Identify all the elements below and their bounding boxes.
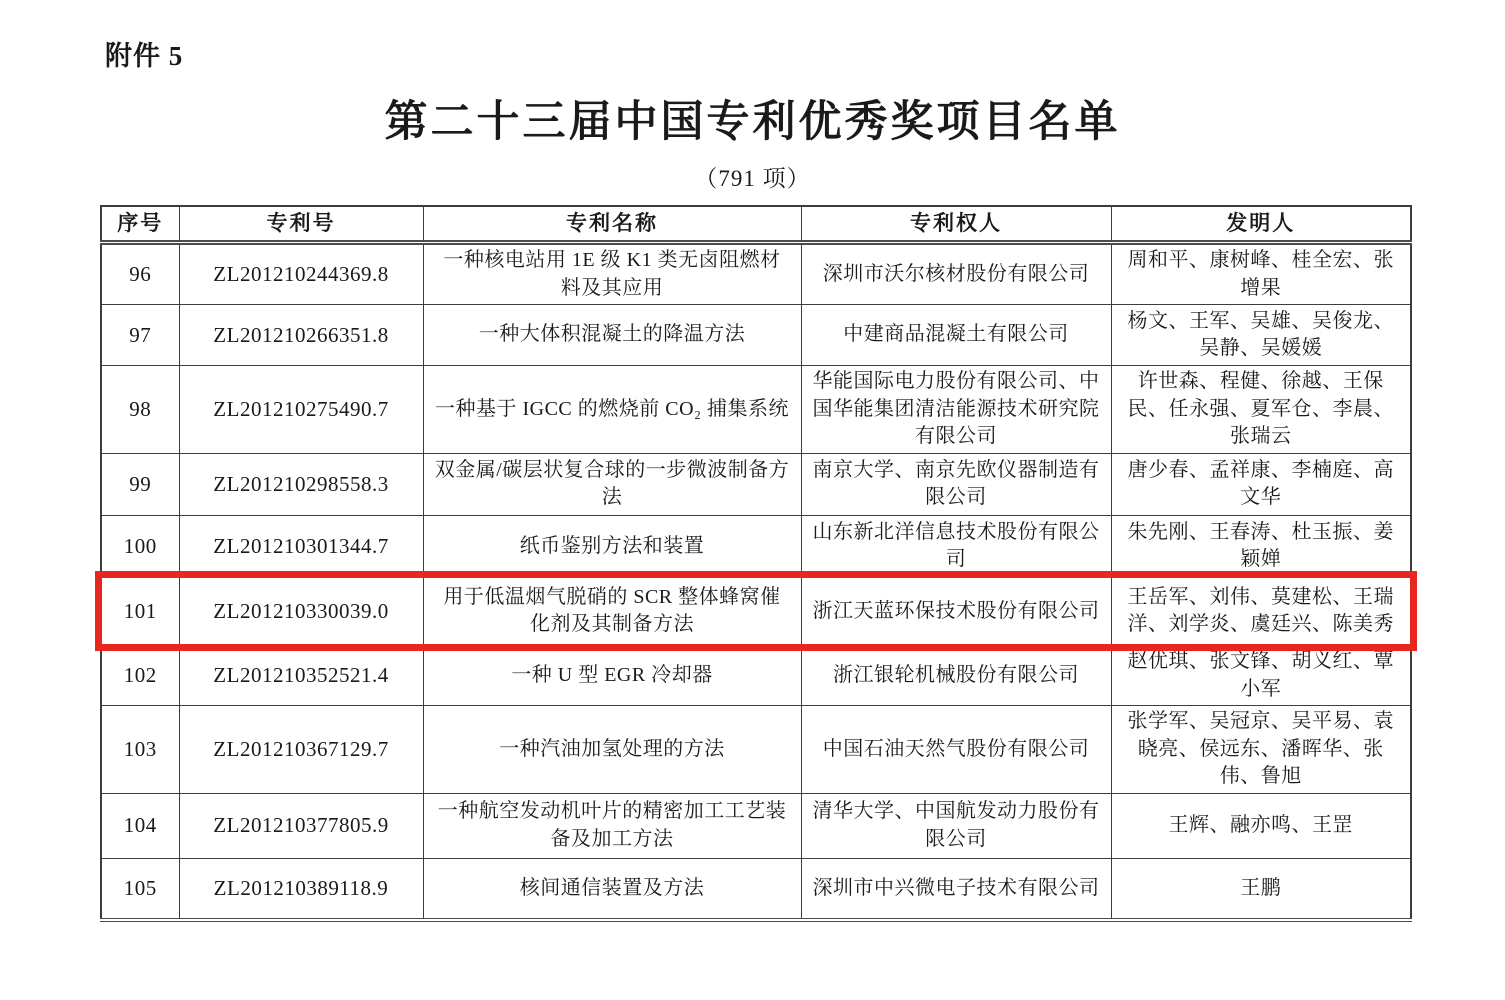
page-subtitle: （791 项） [694,166,811,191]
cell-patent-number: ZL201210389118.9 [179,858,423,920]
cell-serial: 99 [101,453,179,515]
cell-inventors: 赵优琪、张文锋、胡义红、覃小军 [1111,645,1411,705]
cell-patent-number: ZL201210301344.7 [179,515,423,577]
header-patent-number: 专利号 [179,206,423,242]
cell-inventors: 周和平、康树峰、桂全宏、张增果 [1111,242,1411,304]
attachment-label: 附件 5 [105,41,184,71]
cell-patent-name: 双金属/碳层状复合球的一步微波制备方法 [423,453,801,515]
cell-inventors: 王岳军、刘伟、莫建松、王瑞洋、刘学炎、虞廷兴、陈美秀 [1111,577,1411,645]
table-row [101,305,1411,366]
header-patent-name: 专利名称 [423,206,801,242]
cell-patentee: 深圳市中兴微电子技术有限公司 [801,858,1111,920]
cell-serial: 96 [101,242,179,304]
cell-patentee: 深圳市沃尔核材股份有限公司 [801,242,1111,304]
cell-inventors: 王鹏 [1111,858,1411,920]
cell-patent-name: 核间通信装置及方法 [423,858,801,920]
cell-serial: 101 [101,577,179,645]
cell-inventors: 杨文、王军、吴雄、吴俊龙、吴静、吴媛媛 [1111,305,1411,366]
cell-patentee: 中国石油天然气股份有限公司 [801,706,1111,794]
cell-patentee: 清华大学、中国航发动力股份有限公司 [801,793,1111,858]
table-row [101,645,1411,705]
table-row [101,793,1411,858]
cell-patentee: 浙江银轮机械股份有限公司 [801,645,1111,705]
cell-serial: 103 [101,706,179,794]
cell-patent-number: ZL201210352521.4 [179,645,423,705]
cell-inventors: 许世森、程健、徐越、王保民、任永强、夏军仓、李晨、张瑞云 [1111,366,1411,454]
cell-patent-number: ZL201210367129.7 [179,706,423,794]
cell-patent-name: 纸币鉴别方法和装置 [423,515,801,577]
table-row [101,366,1411,454]
table-row [101,453,1411,515]
table-row [101,515,1411,577]
cell-patent-name: 一种航空发动机叶片的精密加工工艺装备及加工方法 [423,793,801,858]
table-row [101,858,1411,920]
cell-inventors: 张学军、吴冠京、吴平易、袁晓亮、侯远东、潘晖华、张伟、鲁旭 [1111,706,1411,794]
cell-serial: 100 [101,515,179,577]
page-title: 第二十三届中国专利优秀奖项目名单 [384,99,1121,146]
table-row-highlighted [101,577,1411,645]
table-row [101,706,1411,794]
patent-award-table [100,205,1412,922]
cell-patent-name: 一种核电站用 1E 级 K1 类无卤阻燃材料及其应用 [423,242,801,304]
cell-patent-number: ZL201210266351.8 [179,305,423,366]
cell-patent-name: 一种 U 型 EGR 冷却器 [423,645,801,705]
cell-inventors: 王辉、融亦鸣、王罡 [1111,793,1411,858]
cell-serial: 97 [101,305,179,366]
cell-patent-number: ZL201210244369.8 [179,242,423,304]
cell-serial: 98 [101,366,179,454]
cell-serial: 102 [101,645,179,705]
header-serial: 序号 [101,206,179,242]
table-row [101,242,1411,304]
cell-patent-name: 用于低温烟气脱硝的 SCR 整体蜂窝催化剂及其制备方法 [423,577,801,645]
cell-serial: 105 [101,858,179,920]
cell-patentee: 中建商品混凝土有限公司 [801,305,1111,366]
cell-patentee: 浙江天蓝环保技术股份有限公司 [801,577,1111,645]
cell-inventors: 朱先刚、王春涛、杜玉振、姜颖婵 [1111,515,1411,577]
header-inventors: 发明人 [1111,206,1411,242]
cell-patent-number: ZL201210377805.9 [179,793,423,858]
cell-patent-number: ZL201210298558.3 [179,453,423,515]
table-header-row [101,206,1411,242]
cell-patentee: 山东新北洋信息技术股份有限公司 [801,515,1111,577]
cell-patentee: 南京大学、南京先欧仪器制造有限公司 [801,453,1111,515]
cell-patent-name: 一种大体积混凝土的降温方法 [423,305,801,366]
cell-serial: 104 [101,793,179,858]
cell-patent-name: 一种汽油加氢处理的方法 [423,706,801,794]
cell-patent-name: 一种基于 IGCC 的燃烧前 CO₂ 捕集系统 [423,366,801,454]
cell-patentee: 华能国际电力股份有限公司、中国华能集团清洁能源技术研究院有限公司 [801,366,1111,454]
header-patentee: 专利权人 [801,206,1111,242]
cell-inventors: 唐少春、孟祥康、李楠庭、高文华 [1111,453,1411,515]
cell-patent-number: ZL201210275490.7 [179,366,423,454]
cell-patent-number: ZL201210330039.0 [179,577,423,645]
